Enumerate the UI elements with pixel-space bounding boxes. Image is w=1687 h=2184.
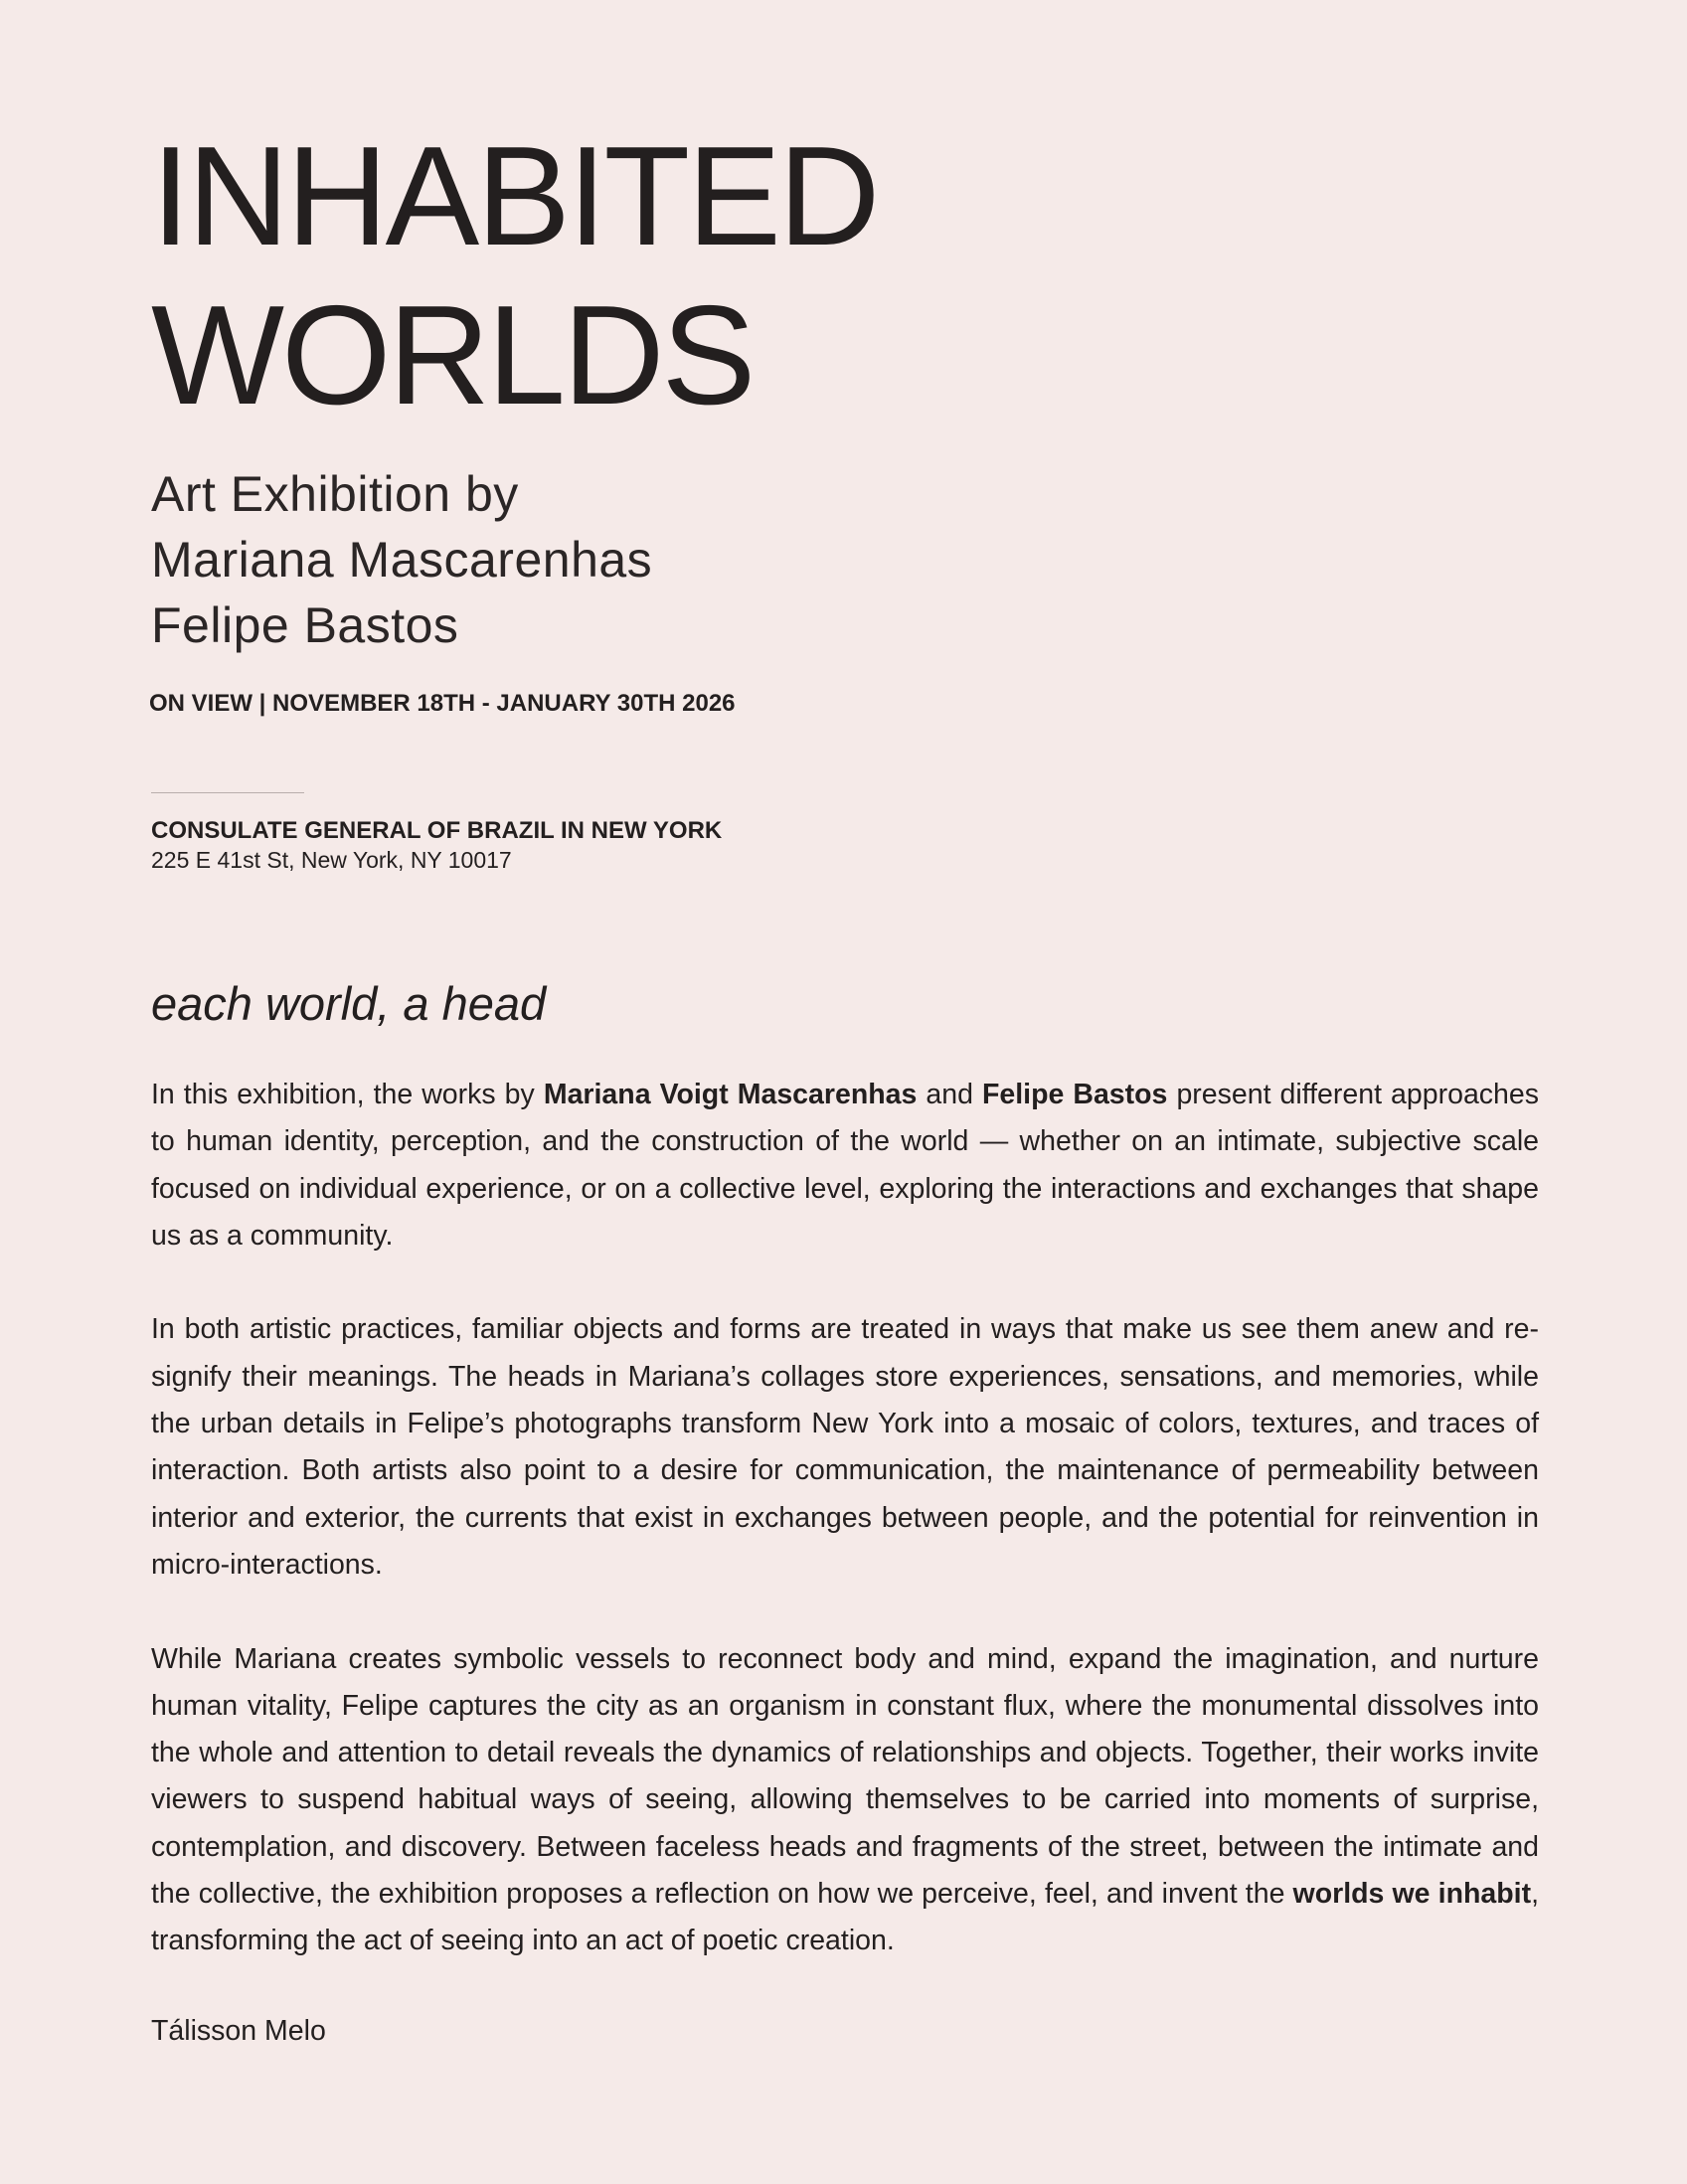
title-line-2: WORLDS — [151, 276, 754, 434]
venue-name: CONSULATE GENERAL OF BRAZIL IN NEW YORK — [151, 817, 723, 844]
essay-p1-artist-2: Felipe Bastos — [981, 1079, 1168, 1110]
title-line-1: INHABITED — [151, 117, 878, 275]
essay-p3-text-1: While Mariana creates symbolic vessels to reconnect body and mind, expand the imagination, and nurture human vitality, Felipe captures the city as an organism in constant flux, where the monumental dissolves into the whole and attention to detail reveals the dynamics of relationships and objects. Together, their works invite viewers to suspend habitual ways of seeing, allowing themselves to be carried into moments of surprise, contemplation, and discovery. Between faceless heads and fragments of the street, between the intimate and the collective, the exhibition proposes a reflection on how we perceive, feel, and invent the — [151, 1642, 1539, 1911]
essay-paragraph-1 — [151, 1072, 1539, 1260]
essay-p3-bold: worlds we inhabit — [1292, 1878, 1532, 1911]
exhibition-title — [151, 117, 877, 435]
subtitle-line-1: Art Exhibition by — [151, 466, 519, 522]
essay-author: Tálisson Melo — [151, 2015, 326, 2047]
essay-p1-text-1: In this exhibition, the works by — [151, 1079, 544, 1110]
essay-p3-text-2: , transforming the act of seeing into an act of poetic creation. — [151, 1878, 1539, 1957]
venue-address: 225 E 41st St, New York, NY 10017 — [151, 847, 512, 873]
divider-line — [151, 792, 304, 793]
exhibition-dates: ON VIEW | NOVEMBER 18TH - JANUARY 30TH 2026 — [149, 690, 736, 717]
essay-p1-text-3: present different approaches to human identity, perception, and the construction of the world — whether on an intimate, subjective scale focused on individual experience, or on a collective level, exploring the interactions and exchanges that shape us as a community. — [151, 1079, 1540, 1252]
subtitle-artist-2: Felipe Bastos — [151, 597, 459, 653]
essay-paragraph-2: In both artistic practices, familiar objects and forms are treated in ways that make us see them anew and re-signify their meanings. The heads in Mariana’s collages store experiences, sensations, and memories, while the urban details in Felipe’s photographs transform New York into a mosaic of colors, textures, and traces of interaction. Both artists also point to a desire for communication, the maintenance of permeability between interior and exterior, the currents that exist in exchanges between people, and the potential for reinvention in micro-interactions. — [151, 1313, 1539, 1581]
essay-paragraph-3 — [151, 1636, 1539, 1965]
exhibition-subtitle — [151, 461, 652, 658]
subtitle-artist-1: Mariana Mascarenhas — [151, 532, 653, 588]
essay-heading: each world, a head — [151, 977, 547, 1030]
essay-p1-artist-1: Mariana Voigt Mascarenhas — [543, 1079, 918, 1110]
essay-p1-text-2: and — [917, 1079, 982, 1110]
essay-body — [151, 1072, 1539, 2012]
